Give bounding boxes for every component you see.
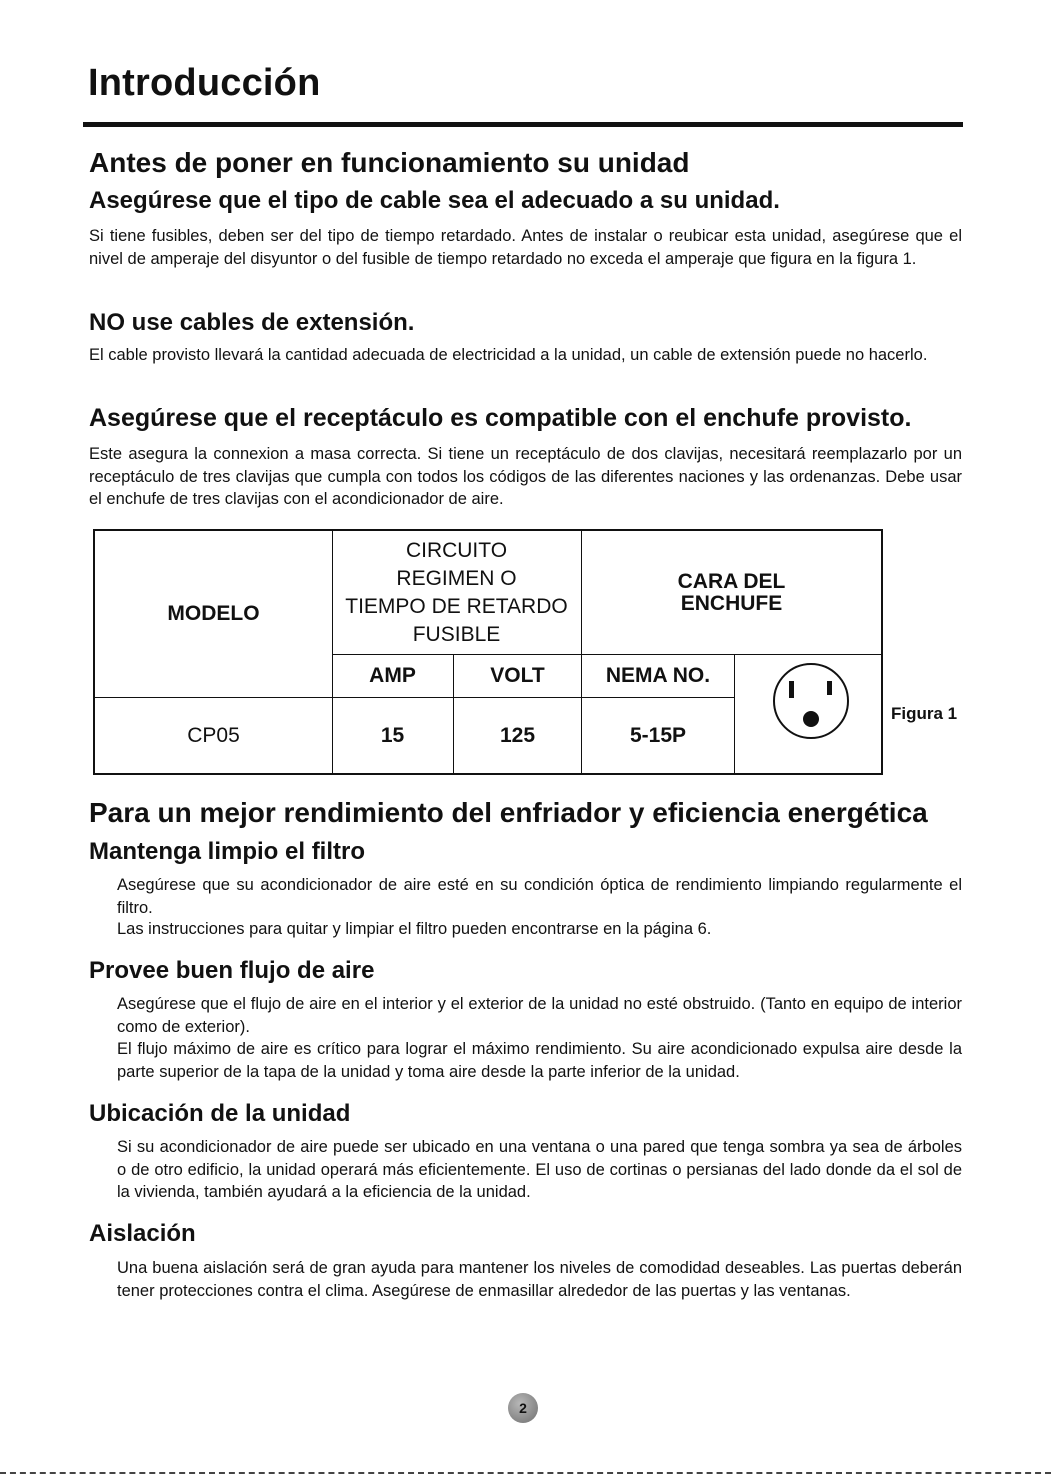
- header-volt: VOLT: [490, 664, 545, 687]
- title-divider: [83, 122, 963, 127]
- paragraph-no-extension: El cable provisto llevará la cantidad adecuada de electricidad a la unidad, un cable de extensión puede no hacerlo.: [89, 346, 928, 364]
- paragraph-receptacle: Este asegura la connexion a masa correcta. Si tiene un receptáculo de dos clavijas, necesitará reemplazarlo por un receptáculo de tres clavijas que cumpla con todos los códigos de las diferentes naciones y las ordenanzas. Debe usar el enchufe de tres clavijas con el acondicionador de aire.: [89, 445, 962, 508]
- header-circuit-line: TIEMPO DE RETARDO: [345, 594, 568, 618]
- subheading-cable-type: Asegúrese que el tipo de cable sea el adecuado a su unidad.: [89, 187, 780, 214]
- outlet-icon: [771, 661, 851, 741]
- section-heading-before-operating: Antes de poner en funcionamiento su unidad: [89, 147, 690, 178]
- cell-amp: 15: [380, 723, 405, 747]
- header-plug-face-line: ENCHUFE: [680, 591, 783, 615]
- subheading-receptacle: Asegúrese que el receptáculo es compatible con el enchufe provisto.: [89, 404, 912, 432]
- header-circuit-line: REGIMEN O: [396, 566, 517, 590]
- subheading-filter: Mantenga limpio el filtro: [89, 838, 366, 865]
- header-modelo: MODELO: [167, 602, 260, 625]
- figure-label: Figura 1: [891, 704, 958, 723]
- subheading-no-extension: NO use cables de extensión.: [89, 309, 415, 336]
- header-nema: NEMA NO.: [605, 664, 711, 687]
- header-circuit-line: CIRCUITO: [405, 538, 508, 562]
- page-title: Introducción: [88, 62, 321, 104]
- paragraph-insulation: Una buena aislación será de gran ayuda para mantener los niveles de comodidad deseables. Las puertas deberán tener protecciones contra el clima. Asegúrese de enmasillar alrededor de las puertas y las ventanas.: [117, 1259, 962, 1300]
- cell-volt: 125: [499, 723, 536, 747]
- paragraph-filter: Asegúrese que su acondicionador de aire esté en su condición óptica de rendimiento limpiando regularmente el filtro.: [117, 876, 962, 917]
- bottom-divider: [0, 1472, 1051, 1474]
- paragraph-airflow: Asegúrese que el flujo de aire en el interior y el exterior de la unidad no esté obstruido. (Tanto en equipo de interior como de exterior).: [117, 995, 962, 1036]
- subheading-airflow: Provee buen flujo de aire: [89, 957, 375, 984]
- subheading-insulation: Aislación: [89, 1220, 196, 1247]
- cell-model: CP05: [187, 723, 240, 747]
- section-heading-performance: Para un mejor rendimiento del enfriador y eficiencia energética: [89, 797, 928, 828]
- paragraph-cable-type: Si tiene fusibles, deben ser del tipo de tiempo retardado. Antes de instalar o reubicar esta unidad, asegúrese que el nivel de amperaje del disyuntor o del fusible de tiempo retardado no exceda el amperaje que figura en la figura 1.: [89, 227, 962, 268]
- paragraph-airflow-max: El flujo máximo de aire es crítico para lograr el máximo rendimiento. Su aire acondicionado expulsa aire desde la parte superior de la tapa de la unidad y toma aire desde la parte inferior de la unidad.: [117, 1040, 962, 1081]
- paragraph-filter-instructions: Las instrucciones para quitar y limpiar el filtro pueden encontrarse en la página 6.: [117, 920, 712, 938]
- cell-nema: 5-15P: [629, 723, 687, 747]
- header-plug-face: [582, 531, 881, 654]
- plug-spec-table: [93, 529, 883, 775]
- header-circuit-line: FUSIBLE: [412, 622, 501, 646]
- page-number-badge: 2: [508, 1393, 538, 1423]
- header-plug-face-line: CARA DEL: [677, 569, 786, 593]
- subheading-location: Ubicación de la unidad: [89, 1100, 351, 1127]
- table-divider: [734, 655, 735, 773]
- paragraph-location: Si su acondicionador de aire puede ser ubicado en una ventana o una pared que tenga sombra ya sea de árboles o de otro edificio, la unidad operará más eficientemente. El uso de cortinas o persianas del lado donde da el sol de la vivienda, también ayudará a la eficiencia de la unidad.: [117, 1138, 962, 1201]
- header-circuit: [332, 531, 581, 654]
- header-amp: AMP: [369, 664, 416, 687]
